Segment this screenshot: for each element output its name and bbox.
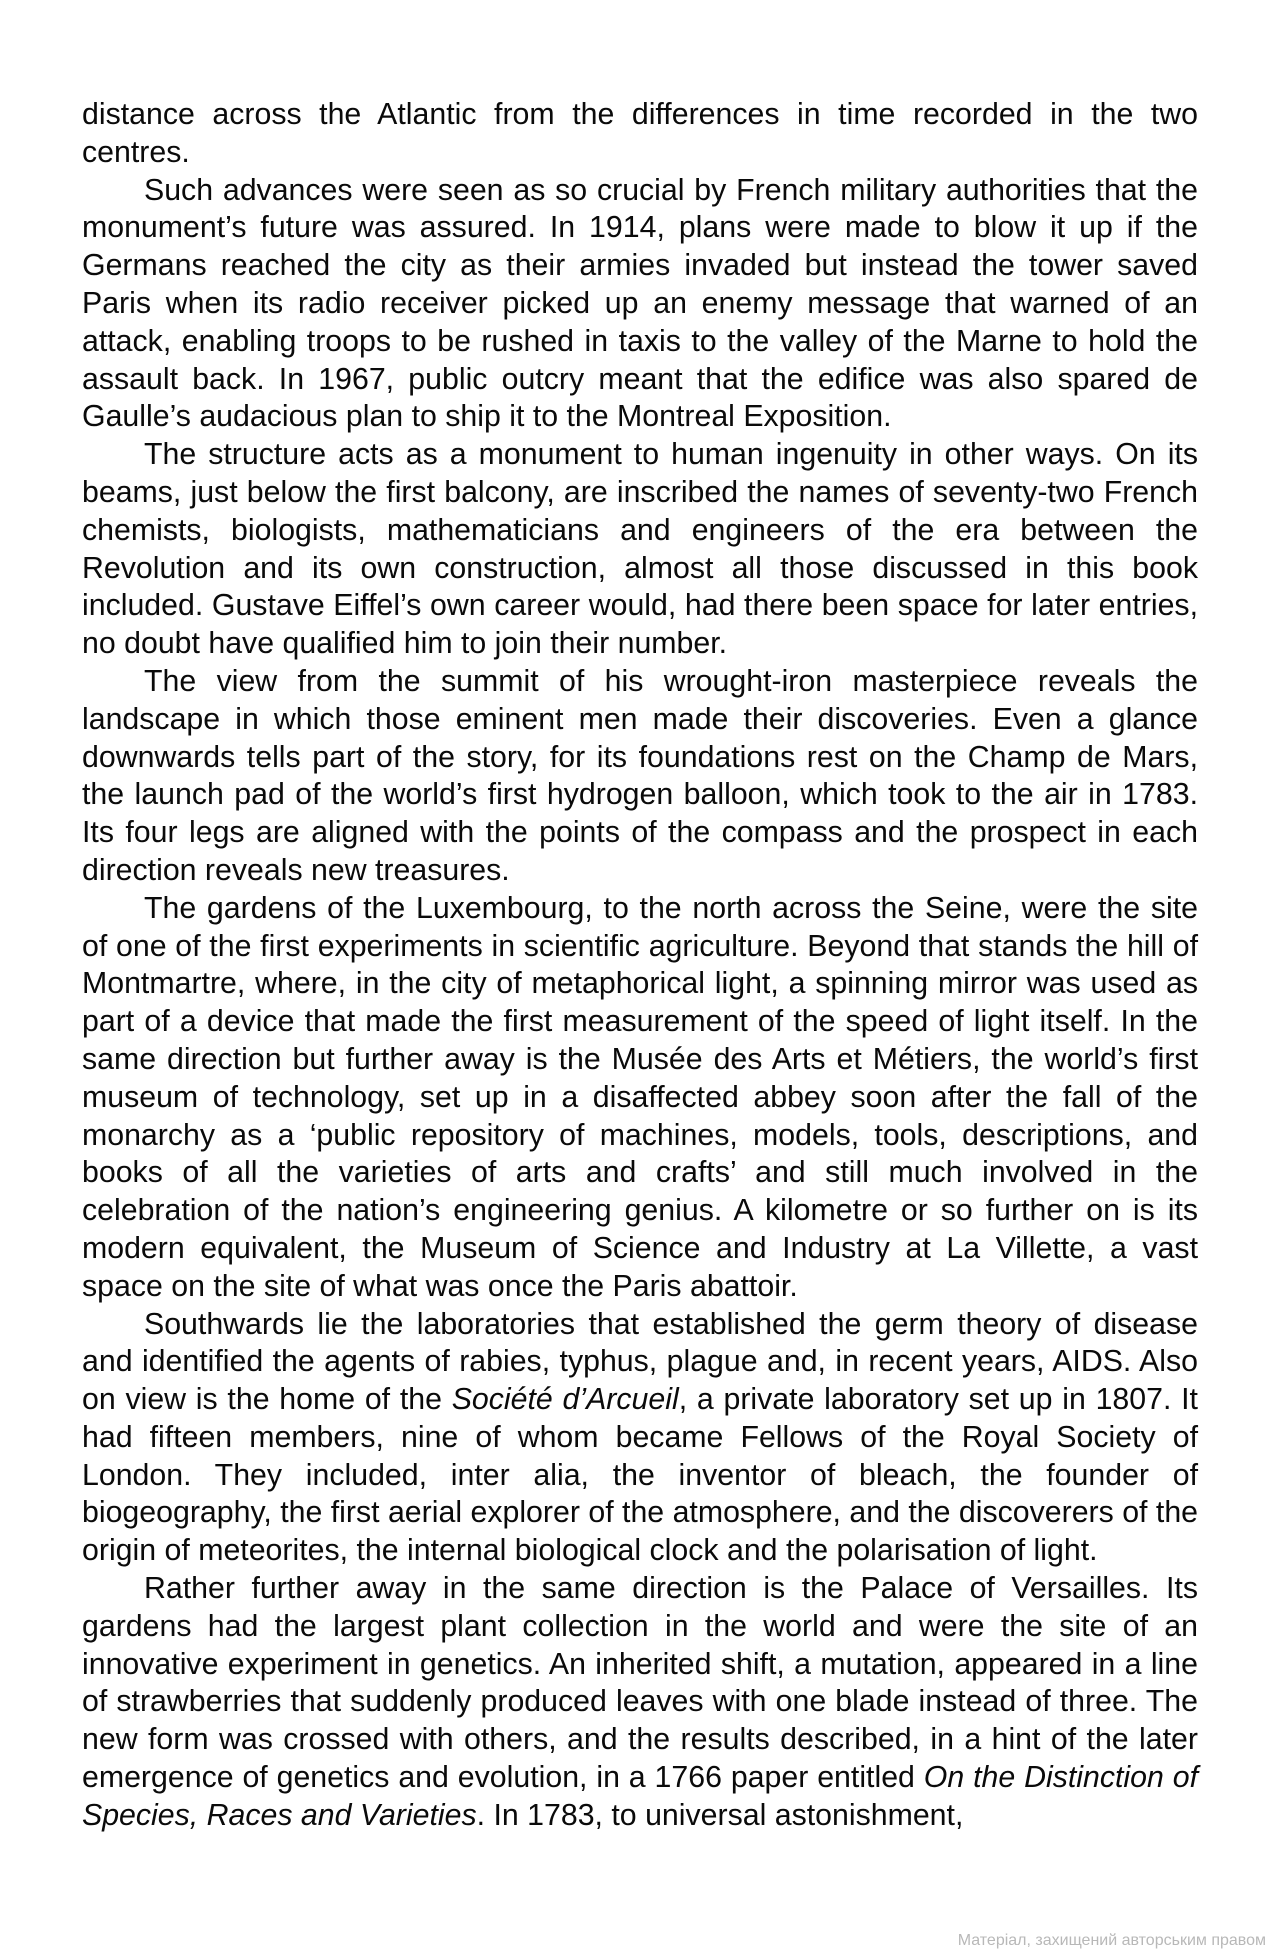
paragraph-text: Southwards lie the laboratories that established the germ theory of disease and identified the agents of rabies, typhus, plague and, in recent years, AIDS. Also on view is the home of the: [82, 1307, 1198, 1417]
paragraph-text: The view from the summit of his wrought-iron masterpiece reveals the landscape in which those eminent men made their discoveries. Even a glance downwards tells part of the story, for its foundations rest on the Champ de Mars, the launch pad of the world’s first hydrogen balloon, which took to the air in 1783. Its four legs are aligned with the points of the compass and the prospect in each direction reveals new treasures.: [82, 664, 1198, 887]
paragraph-7: [82, 1570, 1198, 1835]
paragraph-text: The structure acts as a monument to human ingenuity in other ways. On its beams, just below the first balcony, are inscribed the names of seventy-two French chemists, biologists, mathematicians and engineers of the era between the Revolution and its own construction, almost all those discussed in this book included. Gustave Eiffel’s own career would, had there been space for later entries, no doubt have qualified him to join their number.: [82, 438, 1198, 661]
paragraph-text: distance across the Atlantic from the differences in time recorded in the two centres.: [82, 98, 1198, 169]
paragraph-text: Such advances were seen as so crucial by French military authorities that the monument’s future was assured. In 1914, plans were made to blow it up if the Germans reached the city as their armies invaded but instead the tower saved Paris when its radio receiver picked up an enemy message that warned of an attack, enabling troops to be rushed in taxis to the valley of the Marne to hold the assault back. In 1967, public outcry meant that the edifice was also spared de Gaulle’s audacious plan to ship it to the Montreal Exposition.: [82, 173, 1198, 434]
paragraph-text: . In 1783, to universal astonishment,: [476, 1798, 964, 1832]
paragraph-1: [82, 96, 1198, 172]
paragraph-text: The gardens of the Luxembourg, to the north across the Seine, were the site of one of the first experiments in scientific agriculture. Beyond that stands the hill of Montmartre, where, in the city of metaphorical light, a spinning mirror was used as part of a device that made the first measurement of the speed of light itself. In the same direction but further away is the Musée des Arts et Métiers, the world’s first museum of technology, set up in a disaffected abbey soon after the fall of the monarchy as a ‘public repository of machines, models, tools, descriptions, and books of all the varieties of arts and crafts’ and still much involved in the celebration of the nation’s engineering genius. A kilometre or so further on is its modern equivalent, the Museum of Science and Industry at La Villette, a vast space on the site of what was once the Paris abattoir.: [82, 891, 1198, 1303]
paragraph-text: Rather further away in the same direction is the Palace of Versailles. Its gardens had the largest plant collection in the world and were the site of an innovative experiment in genetics. An inherited shift, a mutation, appeared in a line of strawberries that suddenly produced leaves with one blade instead of three. The new form was crossed with others, and the results described, in a hint of the later emergence of genetics and evolution, in a 1766 paper entitled: [82, 1572, 1198, 1795]
paragraph-text: , a private laboratory set up in 1807. It had fifteen members, nine of whom became Fellows of the Royal Society of London. They included, inter alia, the inventor of bleach, the founder of biogeography, the first aerial explorer of the atmosphere, and the discoverers of the origin of meteorites, the internal biological clock and the polarisation of light.: [82, 1383, 1199, 1568]
italic-society-name: Société d’Arcueil: [451, 1383, 679, 1417]
page-body: [82, 96, 1198, 1835]
italic-paper-title: On the Distinction of Species, Races and Varieties: [82, 1761, 1198, 1832]
paragraph-4: [82, 663, 1198, 890]
paragraph-5: [82, 890, 1198, 1306]
paragraph-6: [82, 1306, 1198, 1571]
paragraph-2: [82, 172, 1198, 437]
copyright-watermark: Матеріал, захищений авторським правом: [957, 1932, 1266, 1949]
paragraph-3: [82, 436, 1198, 663]
